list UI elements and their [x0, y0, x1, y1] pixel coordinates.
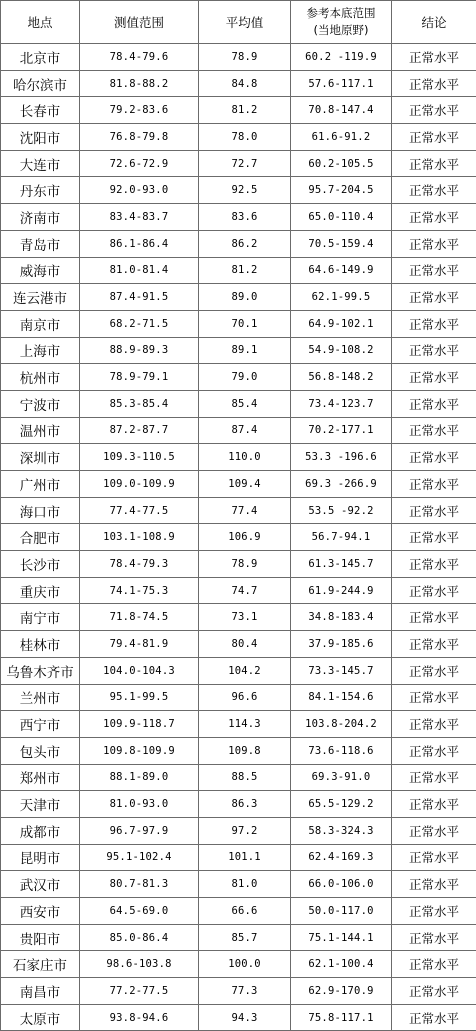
reference-range-cell: 75.1-144.1 [291, 924, 392, 951]
location-cell: 北京市 [1, 44, 80, 71]
conclusion-cell: 正常水平 [392, 844, 476, 871]
location-cell: 石家庄市 [1, 951, 80, 978]
measured-range-cell: 103.1-108.9 [80, 524, 199, 551]
average-cell: 72.7 [199, 150, 291, 177]
table-row [1, 551, 476, 578]
measured-range-cell: 64.5-69.0 [80, 898, 199, 925]
average-cell: 101.1 [199, 844, 291, 871]
location-cell: 长春市 [1, 97, 80, 124]
conclusion-cell: 正常水平 [392, 871, 476, 898]
table-row [1, 737, 476, 764]
reference-range-cell: 56.7-94.1 [291, 524, 392, 551]
location-cell: 西宁市 [1, 711, 80, 738]
location-cell: 哈尔滨市 [1, 70, 80, 97]
average-cell: 104.2 [199, 657, 291, 684]
conclusion-cell: 正常水平 [392, 471, 476, 498]
location-cell: 郑州市 [1, 764, 80, 791]
table-row [1, 364, 476, 391]
location-cell: 武汉市 [1, 871, 80, 898]
measured-range-cell: 88.9-89.3 [80, 337, 199, 364]
average-cell: 96.6 [199, 684, 291, 711]
reference-range-cell: 73.3-145.7 [291, 657, 392, 684]
average-cell: 109.4 [199, 471, 291, 498]
reference-range-cell: 65.5-129.2 [291, 791, 392, 818]
conclusion-cell: 正常水平 [392, 204, 476, 231]
measured-range-cell: 88.1-89.0 [80, 764, 199, 791]
reference-range-cell: 70.8-147.4 [291, 97, 392, 124]
reference-range-cell: 75.8-117.1 [291, 1004, 392, 1031]
location-cell: 威海市 [1, 257, 80, 284]
table-row [1, 204, 476, 231]
average-cell: 78.9 [199, 551, 291, 578]
location-cell: 桂林市 [1, 631, 80, 658]
measured-range-cell: 109.0-109.9 [80, 471, 199, 498]
location-cell: 深圳市 [1, 444, 80, 471]
location-cell: 济南市 [1, 204, 80, 231]
average-cell: 79.0 [199, 364, 291, 391]
conclusion-cell: 正常水平 [392, 1004, 476, 1031]
table-row [1, 924, 476, 951]
reference-range-cell: 73.6-118.6 [291, 737, 392, 764]
reference-range-cell: 62.1-99.5 [291, 284, 392, 311]
reference-range-cell: 57.6-117.1 [291, 70, 392, 97]
reference-range-cell: 69.3-91.0 [291, 764, 392, 791]
reference-range-cell: 95.7-204.5 [291, 177, 392, 204]
location-cell: 杭州市 [1, 364, 80, 391]
reference-range-cell: 60.2-105.5 [291, 150, 392, 177]
reference-range-cell: 64.9-102.1 [291, 310, 392, 337]
measured-range-cell: 85.3-85.4 [80, 390, 199, 417]
location-cell: 贵阳市 [1, 924, 80, 951]
location-cell: 南昌市 [1, 978, 80, 1005]
conclusion-cell: 正常水平 [392, 817, 476, 844]
conclusion-cell: 正常水平 [392, 764, 476, 791]
conclusion-cell: 正常水平 [392, 924, 476, 951]
reference-range-cell: 66.0-106.0 [291, 871, 392, 898]
average-cell: 106.9 [199, 524, 291, 551]
location-cell: 丹东市 [1, 177, 80, 204]
table-row [1, 684, 476, 711]
measured-range-cell: 79.4-81.9 [80, 631, 199, 658]
conclusion-cell: 正常水平 [392, 444, 476, 471]
conclusion-cell: 正常水平 [392, 177, 476, 204]
average-cell: 89.1 [199, 337, 291, 364]
measured-range-cell: 81.0-81.4 [80, 257, 199, 284]
location-cell: 天津市 [1, 791, 80, 818]
table-row [1, 150, 476, 177]
measured-range-cell: 96.7-97.9 [80, 817, 199, 844]
average-cell: 77.4 [199, 497, 291, 524]
reference-range-cell: 62.1-100.4 [291, 951, 392, 978]
table-row [1, 471, 476, 498]
header-measured-range: 测值范围 [80, 1, 199, 44]
conclusion-cell: 正常水平 [392, 737, 476, 764]
measured-range-cell: 109.8-109.9 [80, 737, 199, 764]
average-cell: 81.2 [199, 97, 291, 124]
table-row [1, 257, 476, 284]
average-cell: 85.7 [199, 924, 291, 951]
conclusion-cell: 正常水平 [392, 97, 476, 124]
location-cell: 沈阳市 [1, 124, 80, 151]
measured-range-cell: 76.8-79.8 [80, 124, 199, 151]
table-row [1, 44, 476, 71]
average-cell: 86.3 [199, 791, 291, 818]
location-cell: 连云港市 [1, 284, 80, 311]
table-row [1, 817, 476, 844]
reference-range-cell: 34.8-183.4 [291, 604, 392, 631]
conclusion-cell: 正常水平 [392, 524, 476, 551]
table-row [1, 284, 476, 311]
reference-range-cell: 70.5-159.4 [291, 230, 392, 257]
table-row [1, 951, 476, 978]
average-cell: 97.2 [199, 817, 291, 844]
conclusion-cell: 正常水平 [392, 898, 476, 925]
location-cell: 南京市 [1, 310, 80, 337]
location-cell: 温州市 [1, 417, 80, 444]
header-location: 地点 [1, 1, 80, 44]
table-row [1, 871, 476, 898]
table-row [1, 177, 476, 204]
table-row [1, 711, 476, 738]
measured-range-cell: 104.0-104.3 [80, 657, 199, 684]
conclusion-cell: 正常水平 [392, 577, 476, 604]
average-cell: 110.0 [199, 444, 291, 471]
measured-range-cell: 87.4-91.5 [80, 284, 199, 311]
average-cell: 81.0 [199, 871, 291, 898]
table-row [1, 764, 476, 791]
measured-range-cell: 81.0-93.0 [80, 791, 199, 818]
average-cell: 73.1 [199, 604, 291, 631]
reference-range-cell: 65.0-110.4 [291, 204, 392, 231]
location-cell: 兰州市 [1, 684, 80, 711]
conclusion-cell: 正常水平 [392, 684, 476, 711]
measured-range-cell: 98.6-103.8 [80, 951, 199, 978]
average-cell: 85.4 [199, 390, 291, 417]
measured-range-cell: 85.0-86.4 [80, 924, 199, 951]
conclusion-cell: 正常水平 [392, 390, 476, 417]
reference-range-cell: 53.3 -196.6 [291, 444, 392, 471]
reference-range-cell: 73.4-123.7 [291, 390, 392, 417]
measured-range-cell: 92.0-93.0 [80, 177, 199, 204]
reference-range-cell: 56.8-148.2 [291, 364, 392, 391]
table-row [1, 390, 476, 417]
conclusion-cell: 正常水平 [392, 364, 476, 391]
measured-range-cell: 78.4-79.3 [80, 551, 199, 578]
average-cell: 88.5 [199, 764, 291, 791]
conclusion-cell: 正常水平 [392, 150, 476, 177]
measured-range-cell: 77.2-77.5 [80, 978, 199, 1005]
table-row [1, 657, 476, 684]
reference-range-cell: 62.4-169.3 [291, 844, 392, 871]
conclusion-cell: 正常水平 [392, 497, 476, 524]
table-row [1, 97, 476, 124]
location-cell: 合肥市 [1, 524, 80, 551]
measured-range-cell: 74.1-75.3 [80, 577, 199, 604]
header-average: 平均值 [199, 1, 291, 44]
conclusion-cell: 正常水平 [392, 44, 476, 71]
average-cell: 114.3 [199, 711, 291, 738]
average-cell: 77.3 [199, 978, 291, 1005]
average-cell: 92.5 [199, 177, 291, 204]
average-cell: 89.0 [199, 284, 291, 311]
reference-range-cell: 60.2 -119.9 [291, 44, 392, 71]
average-cell: 109.8 [199, 737, 291, 764]
table-row [1, 70, 476, 97]
conclusion-cell: 正常水平 [392, 70, 476, 97]
reference-range-cell: 103.8-204.2 [291, 711, 392, 738]
reference-range-cell: 50.0-117.0 [291, 898, 392, 925]
conclusion-cell: 正常水平 [392, 951, 476, 978]
conclusion-cell: 正常水平 [392, 124, 476, 151]
location-cell: 上海市 [1, 337, 80, 364]
header-reference-range-line1: 参考本底范围 [291, 5, 391, 22]
average-cell: 81.2 [199, 257, 291, 284]
average-cell: 87.4 [199, 417, 291, 444]
measured-range-cell: 83.4-83.7 [80, 204, 199, 231]
header-reference-range [291, 1, 392, 44]
location-cell: 南宁市 [1, 604, 80, 631]
conclusion-cell: 正常水平 [392, 417, 476, 444]
measured-range-cell: 78.4-79.6 [80, 44, 199, 71]
measured-range-cell: 78.9-79.1 [80, 364, 199, 391]
conclusion-cell: 正常水平 [392, 978, 476, 1005]
table-row [1, 417, 476, 444]
reference-range-cell: 54.9-108.2 [291, 337, 392, 364]
reference-range-cell: 61.9-244.9 [291, 577, 392, 604]
conclusion-cell: 正常水平 [392, 711, 476, 738]
location-cell: 成都市 [1, 817, 80, 844]
reference-range-cell: 53.5 -92.2 [291, 497, 392, 524]
location-cell: 海口市 [1, 497, 80, 524]
reference-range-cell: 61.6-91.2 [291, 124, 392, 151]
conclusion-cell: 正常水平 [392, 230, 476, 257]
conclusion-cell: 正常水平 [392, 257, 476, 284]
average-cell: 78.9 [199, 44, 291, 71]
average-cell: 83.6 [199, 204, 291, 231]
location-cell: 西安市 [1, 898, 80, 925]
table-row [1, 577, 476, 604]
table-row [1, 444, 476, 471]
measured-range-cell: 86.1-86.4 [80, 230, 199, 257]
table-row [1, 631, 476, 658]
average-cell: 84.8 [199, 70, 291, 97]
header-reference-range-line2: (当地原野) [291, 22, 391, 39]
measured-range-cell: 77.4-77.5 [80, 497, 199, 524]
average-cell: 86.2 [199, 230, 291, 257]
average-cell: 74.7 [199, 577, 291, 604]
location-cell: 太原市 [1, 1004, 80, 1031]
conclusion-cell: 正常水平 [392, 657, 476, 684]
conclusion-cell: 正常水平 [392, 791, 476, 818]
location-cell: 昆明市 [1, 844, 80, 871]
measured-range-cell: 81.8-88.2 [80, 70, 199, 97]
table-row [1, 978, 476, 1005]
conclusion-cell: 正常水平 [392, 604, 476, 631]
location-cell: 大连市 [1, 150, 80, 177]
table-row [1, 791, 476, 818]
reference-range-cell: 64.6-149.9 [291, 257, 392, 284]
average-cell: 78.0 [199, 124, 291, 151]
location-cell: 青岛市 [1, 230, 80, 257]
header-conclusion: 结论 [392, 1, 476, 44]
conclusion-cell: 正常水平 [392, 551, 476, 578]
table-row [1, 497, 476, 524]
location-cell: 长沙市 [1, 551, 80, 578]
table-row [1, 898, 476, 925]
measured-range-cell: 95.1-102.4 [80, 844, 199, 871]
location-cell: 包头市 [1, 737, 80, 764]
location-cell: 乌鲁木齐市 [1, 657, 80, 684]
reference-range-cell: 84.1-154.6 [291, 684, 392, 711]
average-cell: 94.3 [199, 1004, 291, 1031]
table-row [1, 230, 476, 257]
measured-range-cell: 68.2-71.5 [80, 310, 199, 337]
table-row [1, 844, 476, 871]
measured-range-cell: 80.7-81.3 [80, 871, 199, 898]
conclusion-cell: 正常水平 [392, 310, 476, 337]
conclusion-cell: 正常水平 [392, 337, 476, 364]
measured-range-cell: 109.9-118.7 [80, 711, 199, 738]
reference-range-cell: 61.3-145.7 [291, 551, 392, 578]
measured-range-cell: 71.8-74.5 [80, 604, 199, 631]
measured-range-cell: 109.3-110.5 [80, 444, 199, 471]
reference-range-cell: 69.3 -266.9 [291, 471, 392, 498]
reference-range-cell: 62.9-170.9 [291, 978, 392, 1005]
table-row [1, 524, 476, 551]
average-cell: 66.6 [199, 898, 291, 925]
measured-range-cell: 72.6-72.9 [80, 150, 199, 177]
measured-range-cell: 93.8-94.6 [80, 1004, 199, 1031]
measured-range-cell: 79.2-83.6 [80, 97, 199, 124]
measured-range-cell: 95.1-99.5 [80, 684, 199, 711]
conclusion-cell: 正常水平 [392, 284, 476, 311]
location-cell: 广州市 [1, 471, 80, 498]
table-header-row [1, 1, 476, 44]
location-cell: 宁波市 [1, 390, 80, 417]
table-row [1, 1004, 476, 1031]
reference-range-cell: 37.9-185.6 [291, 631, 392, 658]
reference-range-cell: 58.3-324.3 [291, 817, 392, 844]
conclusion-cell: 正常水平 [392, 631, 476, 658]
average-cell: 100.0 [199, 951, 291, 978]
table-row [1, 310, 476, 337]
table-row [1, 337, 476, 364]
average-cell: 80.4 [199, 631, 291, 658]
location-cell: 重庆市 [1, 577, 80, 604]
average-cell: 70.1 [199, 310, 291, 337]
table-row [1, 124, 476, 151]
measured-range-cell: 87.2-87.7 [80, 417, 199, 444]
table-row [1, 604, 476, 631]
reference-range-cell: 70.2-177.1 [291, 417, 392, 444]
